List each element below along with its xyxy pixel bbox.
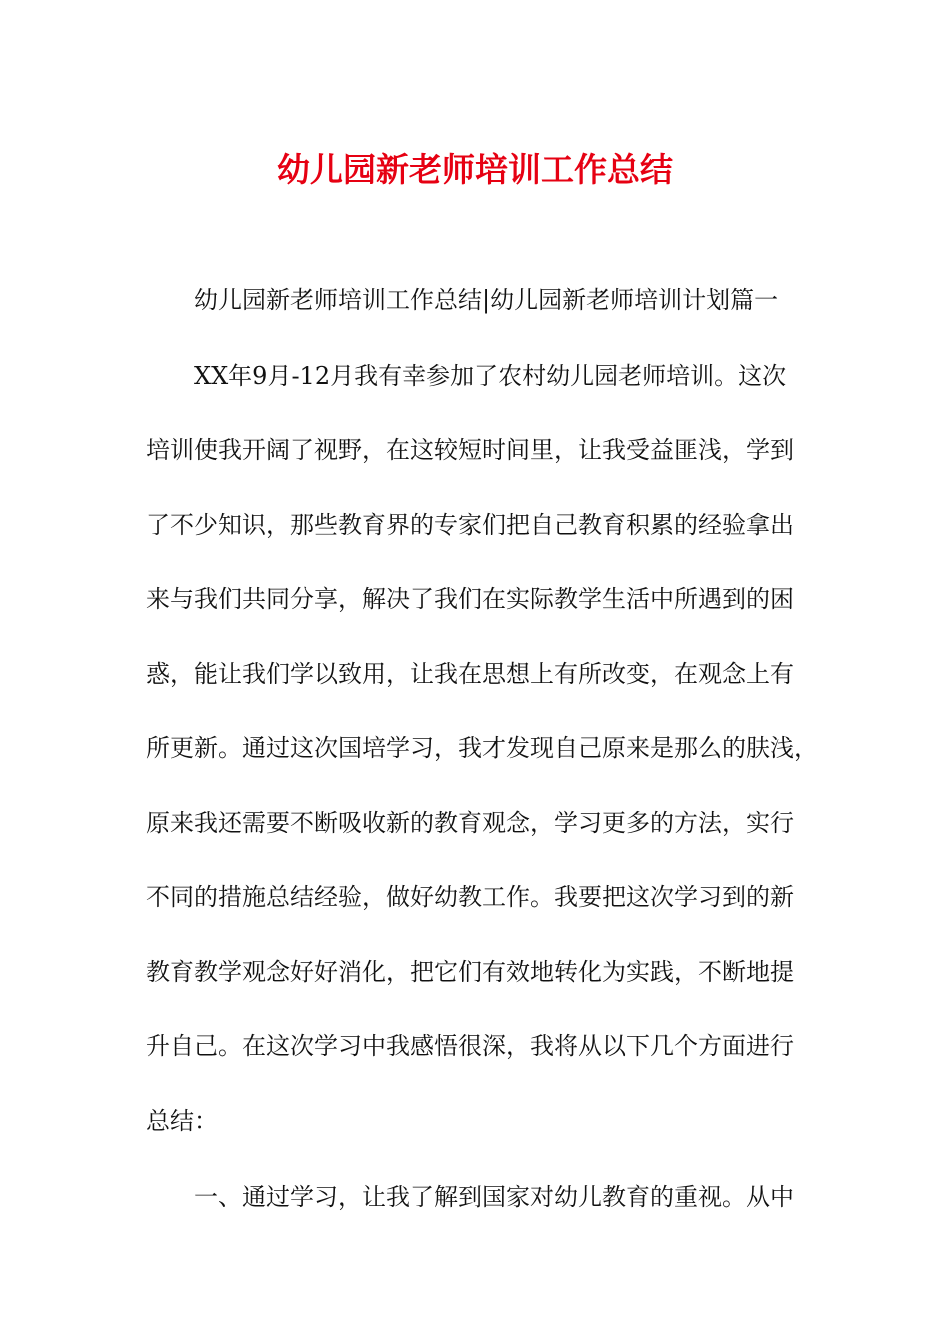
paragraph-line: 来与我们共同分享，解决了我们在实际教学生活中所遇到的困: [146, 585, 794, 613]
paragraph-line: XX年9月-12月我有幸参加了农村幼儿园老师培训。这次: [194, 362, 787, 390]
paragraph-line: 教育教学观念好好消化，把它们有效地转化为实践，不断地提: [146, 958, 794, 986]
document-title: 幼儿园新老师培训工作总结: [277, 150, 673, 189]
paragraph-line: 培训使我开阔了视野，在这较短时间里，让我受益匪浅，学到: [146, 436, 794, 464]
paragraph-line: 所更新。通过这次国培学习，我才发现自己原来是那么的肤浅，: [146, 734, 818, 762]
subtitle-line: 幼儿园新老师培训工作总结|幼儿园新老师培训计划篇一: [194, 286, 779, 314]
paragraph-line: 升自己。在这次学习中我感悟很深，我将从以下几个方面进行: [146, 1032, 794, 1060]
paragraph-line: 惑，能让我们学以致用，让我在思想上有所改变，在观念上有: [146, 660, 794, 688]
paragraph-line: 一、通过学习，让我了解到国家对幼儿教育的重视。从中: [194, 1183, 794, 1211]
paragraph-line: 不同的措施总结经验，做好幼教工作。我要把这次学习到的新: [146, 883, 794, 911]
paragraph-line: 总结：: [146, 1107, 218, 1135]
paragraph-line: 原来我还需要不断吸收新的教育观念，学习更多的方法，实行: [146, 809, 794, 837]
paragraph-line: 了不少知识，那些教育界的专家们把自己教育积累的经验拿出: [146, 511, 794, 539]
